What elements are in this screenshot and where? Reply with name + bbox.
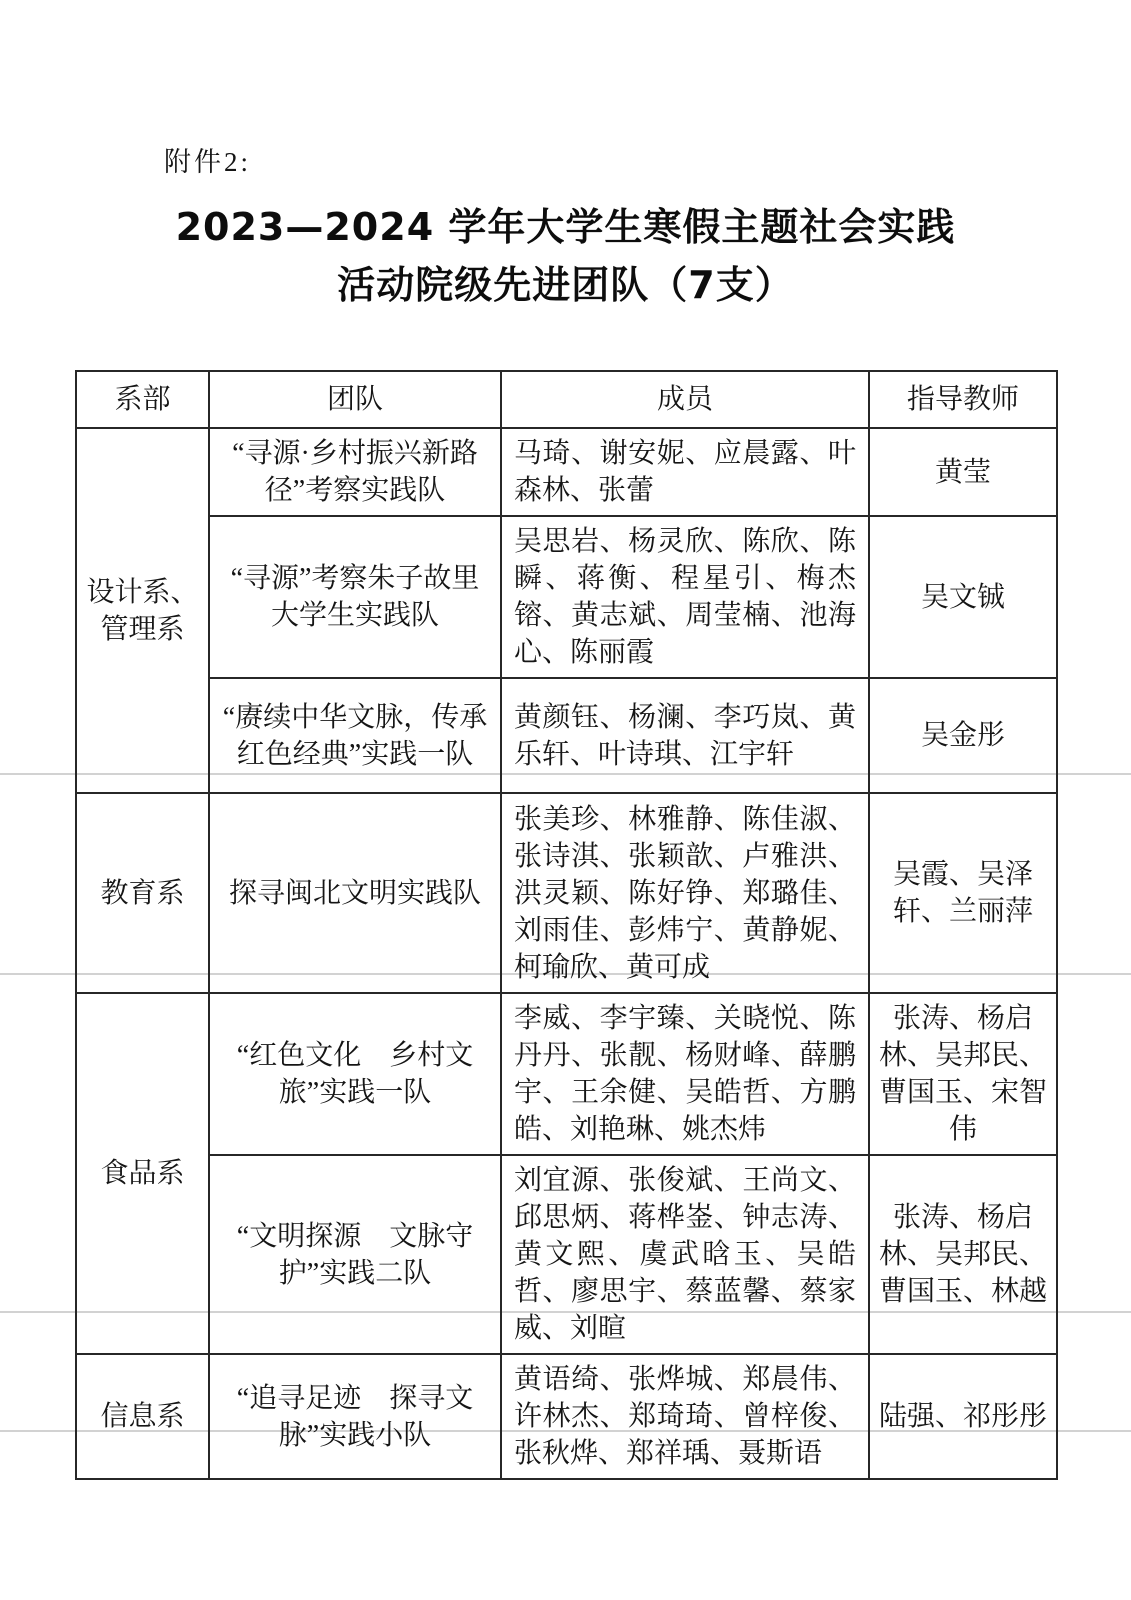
department-cell-design-management bbox=[76, 428, 209, 793]
advisor-cell: 吴霞、吴泽轩、兰丽萍 bbox=[869, 793, 1057, 993]
team-cell: “追寻足迹 探寻文脉”实践小队 bbox=[209, 1354, 501, 1479]
page-title bbox=[0, 198, 1131, 314]
department-name-line: 管理系 bbox=[100, 613, 185, 645]
advisor-cell: 吴文铖 bbox=[869, 516, 1057, 678]
members-cell: 黄语绮、张烨城、郑晨伟、许林杰、郑琦琦、曾梓俊、张秋烨、郑祥瑀、聂斯语 bbox=[501, 1354, 869, 1479]
advanced-teams-table bbox=[75, 370, 1058, 1480]
department-name-line: 信息系 bbox=[100, 1401, 185, 1432]
table-row bbox=[76, 516, 1057, 678]
table-row bbox=[76, 1354, 1057, 1479]
team-cell: “寻源·乡村振兴新路径”考察实践队 bbox=[209, 428, 501, 516]
department-name-line: 教育系 bbox=[100, 877, 185, 909]
department-cell-food bbox=[76, 993, 209, 1354]
advisor-cell: 吴金彤 bbox=[869, 678, 1057, 793]
col-header-team: 团队 bbox=[209, 371, 501, 428]
attachment-label: 附件2: bbox=[164, 147, 252, 177]
col-header-members: 成员 bbox=[501, 371, 869, 428]
team-cell: “寻源”考察朱子故里大学生实践队 bbox=[209, 516, 501, 678]
table-row bbox=[76, 793, 1057, 993]
col-header-department: 系部 bbox=[76, 371, 209, 428]
department-cell-education bbox=[76, 793, 209, 993]
table-row bbox=[76, 428, 1057, 516]
page-title-line-2: 活动院级先进团队（7支） bbox=[337, 263, 794, 307]
team-cell: “文明探源 文脉守护”实践二队 bbox=[209, 1155, 501, 1354]
advisor-cell: 张涛、杨启林、吴邦民、曹国玉、宋智伟 bbox=[869, 993, 1057, 1155]
members-cell: 刘宜源、张俊斌、王尚文、邱思炳、蒋桦崟、钟志涛、黄文熙、虞武晗玉、吴皓哲、廖思宇、蔡蓝馨、蔡家威、刘暄 bbox=[501, 1155, 869, 1354]
team-cell: “红色文化 乡村文旅”实践一队 bbox=[209, 993, 501, 1155]
members-cell: 李威、李宇臻、关晓悦、陈丹丹、张靓、杨财峰、薛鹏宇、王余健、吴皓哲、方鹏皓、刘艳琳、姚杰炜 bbox=[501, 993, 869, 1155]
department-cell-information bbox=[76, 1354, 209, 1479]
team-cell: “赓续中华文脉，传承红色经典”实践一队 bbox=[209, 678, 501, 793]
table-row bbox=[76, 993, 1057, 1155]
department-name-line: 设计系、 bbox=[86, 576, 199, 608]
page-title-line-1: 2023—2024 学年大学生寒假主题社会实践 bbox=[175, 205, 956, 249]
advisor-cell: 黄莹 bbox=[869, 428, 1057, 516]
members-cell: 黄颜钰、杨澜、李巧岚、黄乐轩、叶诗琪、江宇轩 bbox=[501, 678, 869, 793]
col-header-advisor: 指导教师 bbox=[869, 371, 1057, 428]
team-cell: 探寻闽北文明实践队 bbox=[209, 793, 501, 993]
table-header-row bbox=[76, 371, 1057, 428]
table-row bbox=[76, 1155, 1057, 1354]
department-name-line: 食品系 bbox=[100, 1158, 185, 1189]
advisor-cell: 陆强、祁彤彤 bbox=[869, 1354, 1057, 1479]
advisor-cell: 张涛、杨启林、吴邦民、曹国玉、林越 bbox=[869, 1155, 1057, 1354]
members-cell: 吴思岩、杨灵欣、陈欣、陈瞬、蒋衡、程星引、梅杰镕、黄志斌、周莹楠、池海心、陈丽霞 bbox=[501, 516, 869, 678]
table-row bbox=[76, 678, 1057, 793]
members-cell: 张美珍、林雅静、陈佳淑、张诗淇、张颖歆、卢雅洪、洪灵颖、陈好铮、郑璐佳、刘雨佳、彭炜宁、黄静妮、柯瑜欣、黄可成 bbox=[501, 793, 869, 993]
members-cell: 马琦、谢安妮、应晨露、叶森林、张蕾 bbox=[501, 428, 869, 516]
